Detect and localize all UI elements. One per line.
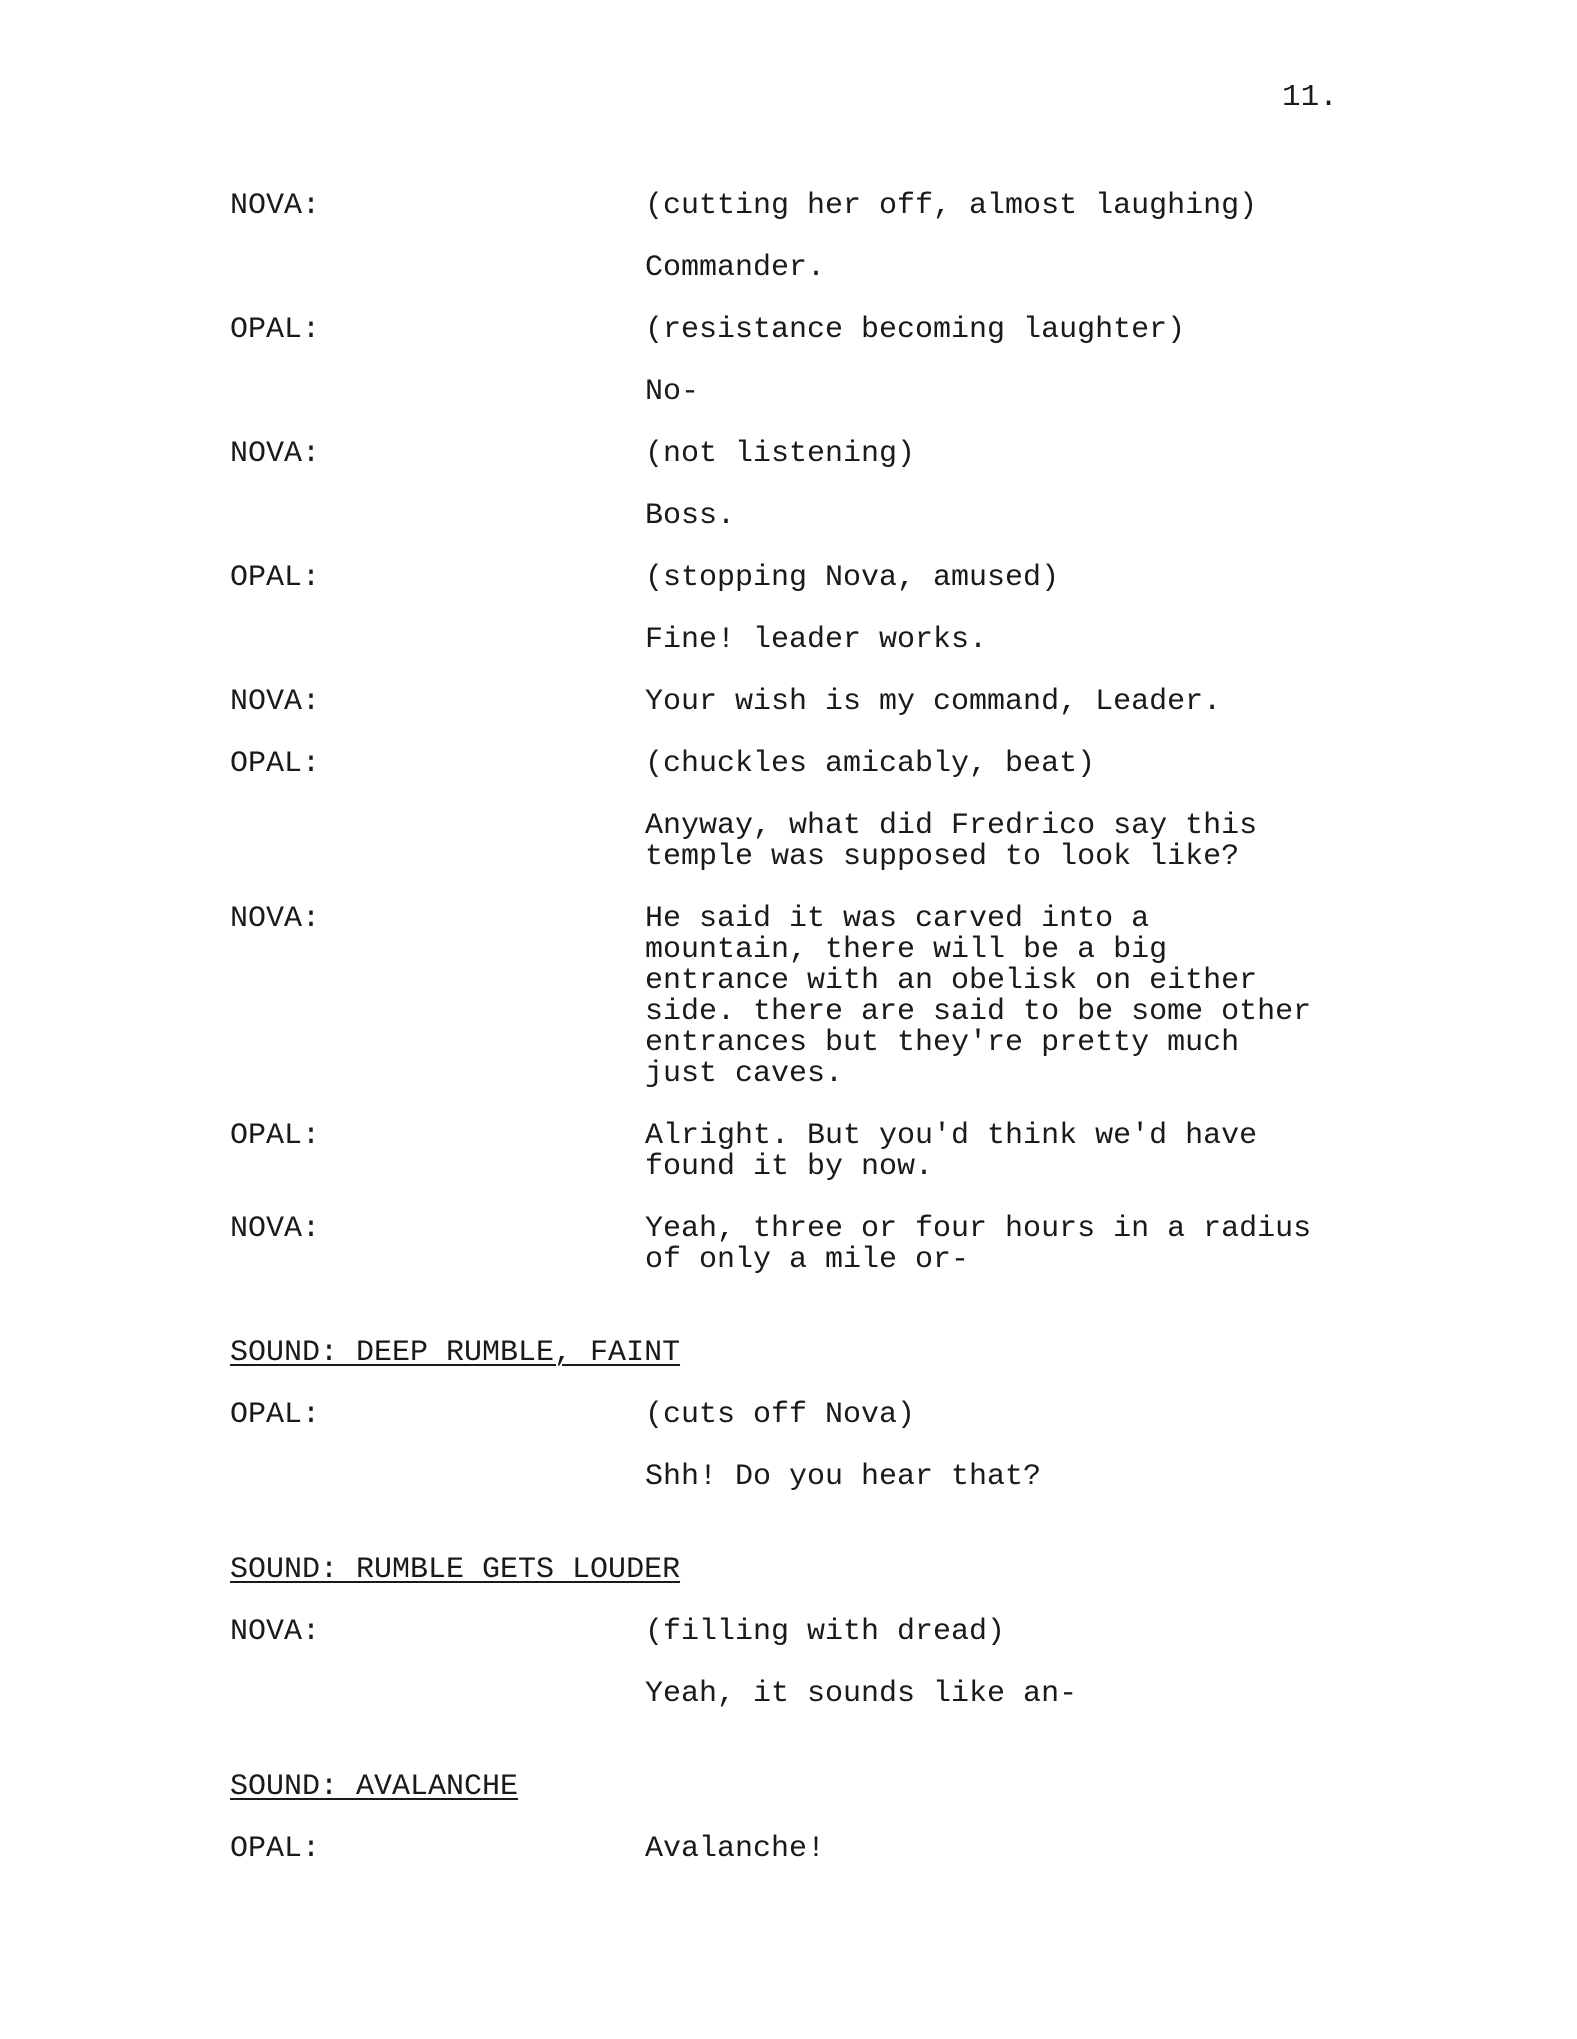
parenthetical: (cutting her off, almost laughing): [645, 189, 1258, 223]
parenthetical: (cuts off Nova): [645, 1398, 916, 1432]
page-number: 11.: [1282, 80, 1338, 115]
dialogue-line: Yeah, it sounds like an-: [645, 1677, 1078, 1711]
character-name: NOVA:: [230, 1212, 321, 1246]
character-name: OPAL:: [230, 561, 321, 595]
parenthetical: (stopping Nova, amused): [645, 561, 1060, 595]
dialogue-line: mountain, there will be a big: [645, 933, 1168, 967]
dialogue-line: just caves.: [645, 1057, 844, 1091]
parenthetical: (resistance becoming laughter): [645, 313, 1186, 347]
dialogue-line: of only a mile or-: [645, 1243, 970, 1277]
dialogue-line: Anyway, what did Fredrico say this: [645, 809, 1258, 843]
character-name: OPAL:: [230, 313, 321, 347]
dialogue-line: Shh! Do you hear that?: [645, 1460, 1042, 1494]
dialogue-line: Avalanche!: [645, 1832, 826, 1866]
dialogue-line: Boss.: [645, 499, 736, 533]
dialogue-line: No-: [645, 375, 700, 409]
sound-cue: SOUND: AVALANCHE: [230, 1770, 519, 1804]
parenthetical: (chuckles amicably, beat): [645, 747, 1096, 781]
character-name: NOVA:: [230, 685, 321, 719]
dialogue-line: Commander.: [645, 251, 826, 285]
dialogue-line: Alright. But you'd think we'd have: [645, 1119, 1258, 1153]
dialogue-line: He said it was carved into a: [645, 902, 1150, 936]
sound-cue: SOUND: RUMBLE GETS LOUDER: [230, 1553, 681, 1587]
dialogue-line: found it by now.: [645, 1150, 934, 1184]
dialogue-line: Yeah, three or four hours in a radius: [645, 1212, 1312, 1246]
character-name: OPAL:: [230, 1832, 321, 1866]
dialogue-line: side. there are said to be some other: [645, 995, 1312, 1029]
character-name: OPAL:: [230, 1398, 321, 1432]
parenthetical: (filling with dread): [645, 1615, 1006, 1649]
character-name: OPAL:: [230, 747, 321, 781]
dialogue-line: entrances but they're pretty much: [645, 1026, 1240, 1060]
character-name: NOVA:: [230, 902, 321, 936]
character-name: NOVA:: [230, 189, 321, 223]
character-name: OPAL:: [230, 1119, 321, 1153]
dialogue-line: temple was supposed to look like?: [645, 840, 1240, 874]
parenthetical: (not listening): [645, 437, 916, 471]
character-name: NOVA:: [230, 437, 321, 471]
character-name: NOVA:: [230, 1615, 321, 1649]
dialogue-line: Fine! leader works.: [645, 623, 988, 657]
dialogue-line: Your wish is my command, Leader.: [645, 685, 1222, 719]
sound-cue: SOUND: DEEP RUMBLE, FAINT: [230, 1336, 681, 1370]
dialogue-line: entrance with an obelisk on either: [645, 964, 1258, 998]
